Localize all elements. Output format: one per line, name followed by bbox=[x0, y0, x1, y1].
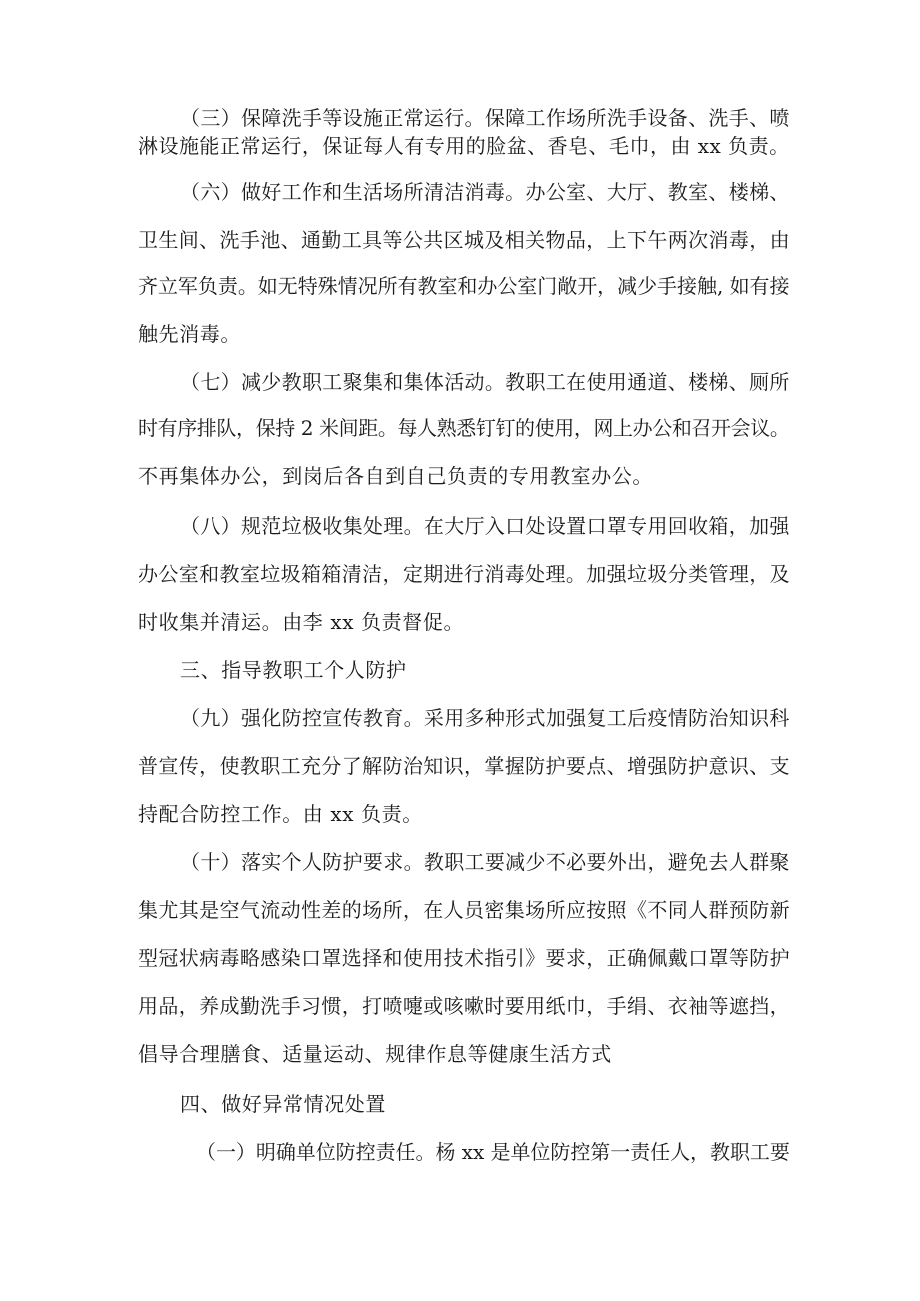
text-line: 型冠状病毒略感染口罩选择和使用技术指引》要求，正确佩戴口罩等防护 bbox=[138, 946, 790, 970]
text-line: 集尤其是空气流动性差的场所，在人员密集场所应按照《不同人群预防新 bbox=[138, 898, 790, 922]
text-line: 倡导合理膳食、适量运动、规律作息等健康生活方式 bbox=[138, 1042, 612, 1066]
text-line: 用品，养成勤洗手习惯，打喷嚏或咳嗽时要用纸巾，手绢、衣袖等遮挡， bbox=[138, 994, 790, 1018]
text-line: （十）落实个人防护要求。教职工要减少不必要外出，避免去人群聚 bbox=[180, 850, 790, 874]
text-line: （六）做好工作和生活场所清洁消毒。办公室、大厅、教室、楼梯、 bbox=[180, 180, 790, 204]
text-line: 办公室和教室垃圾箱箱清洁，定期进行消毒处理。加强垃圾分类管理，及 bbox=[138, 562, 790, 586]
text-line: （七）减少教职工聚集和集体活动。教职工在使用通道、楼梯、厕所 bbox=[180, 370, 790, 394]
text-line: （八）规范垃极收集处理。在大厅入口处设置口罩专用回收箱，加强 bbox=[180, 514, 790, 538]
text-line: 卫生间、洗手池、通勤工具等公共区城及相关物品，上下午两次消毒，由 bbox=[138, 228, 790, 252]
text-line: 时有序排队，保持 2 米间距。每人熟悉钉钉的使用，网上办公和召开会议。 bbox=[138, 416, 790, 440]
text-line: （一）明确单位防控责任。杨 xx 是单位防控第一责任人，教职工要 bbox=[196, 1140, 790, 1164]
section-heading: 四、做好异常情况处置 bbox=[180, 1092, 386, 1116]
text-line: 持配合防控工作。由 xx 负责。 bbox=[138, 802, 423, 826]
text-line: 触先消毒。 bbox=[138, 322, 241, 346]
text-line: 齐立军负责。如无特殊情况所有教室和办公室门敞开，减少手接触, 如有接 bbox=[138, 274, 790, 298]
text-line: 淋设施能正常运行，保证每人有专用的脸盆、香皂、毛巾，由 xx 负责。 bbox=[138, 134, 790, 158]
section-heading: 三、指导教职工个人防护 bbox=[180, 658, 407, 682]
text-line: 时收集并清运。由李 xx 负责督促。 bbox=[138, 610, 465, 634]
text-line: （三）保障洗手等设施正常运行。保障工作场所洗手设备、洗手、喷 bbox=[180, 106, 790, 130]
text-line: 普宣传，使教职工充分了解防治知识，掌握防护要点、增强防护意识、支 bbox=[138, 754, 790, 778]
text-line: 不再集体办公，到岗后各自到自己负责的专用教室办公。 bbox=[138, 464, 653, 488]
text-line: （九）强化防控宣传教育。采用多种形式加强复工后疫情防治知识科 bbox=[180, 706, 790, 730]
